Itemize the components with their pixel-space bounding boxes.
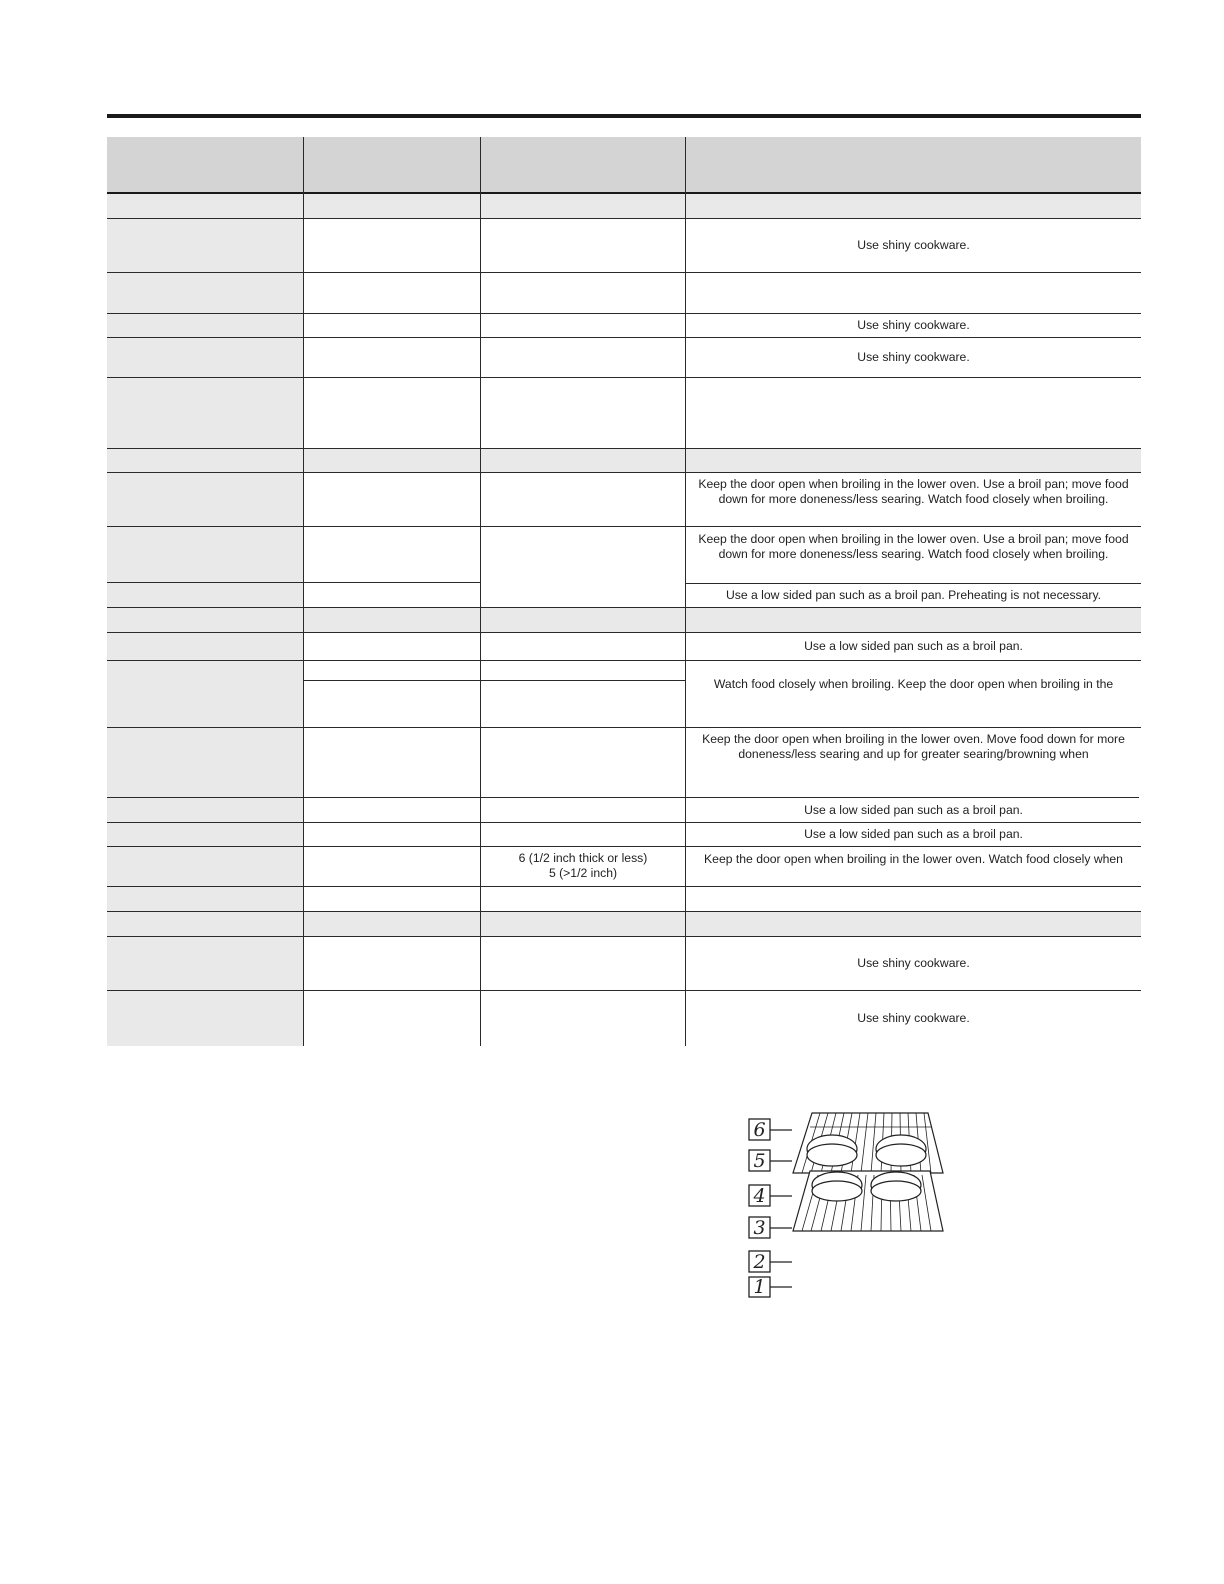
row-rule xyxy=(303,680,685,681)
rack-label-6: 6 xyxy=(753,1119,766,1141)
tip-cell: Keep the door open when broiling in the lower oven. Watch food closely when xyxy=(704,851,1123,866)
row-rule xyxy=(107,582,480,583)
row-rule xyxy=(107,727,1141,728)
table-header xyxy=(107,137,1141,193)
row-rule xyxy=(107,660,1141,661)
row-rule xyxy=(107,448,1141,449)
rack-label-5: 5 xyxy=(753,1150,766,1172)
oven-rack-diagram xyxy=(740,1105,955,1305)
column-rule xyxy=(480,137,481,1046)
column-rule xyxy=(303,137,304,1046)
tip-cell: Use a low sided pan such as a broil pan. xyxy=(804,639,1023,653)
row-rule xyxy=(107,911,1141,912)
food-column xyxy=(107,632,303,911)
row-rule xyxy=(107,846,1141,847)
rack-label-2: 2 xyxy=(753,1251,766,1273)
tip-cell xyxy=(686,273,1141,313)
rack-label-4: 4 xyxy=(753,1185,766,1207)
row-rule xyxy=(107,607,1141,608)
tip-cell: Use shiny cookware. xyxy=(857,238,970,252)
tip-cell: Keep the door open when broiling in the lower oven. Use a broil pan; move food down for more doneness/less searing. Watch food closely when broiling. xyxy=(698,532,1129,561)
tip-cell: Keep the door open when broiling in the lower oven. Use a broil pan; move food down for more doneness/less searing. Watch food closely when broiling. xyxy=(698,477,1129,506)
section-band-4 xyxy=(107,911,1141,936)
tip-cell: Use shiny cookware. xyxy=(857,1011,970,1025)
tip-cell: Use a low sided pan such as a broil pan. xyxy=(804,827,1023,841)
tip-cell: Use shiny cookware. xyxy=(857,350,970,364)
food-column xyxy=(107,218,303,448)
section-band-3 xyxy=(107,607,1141,632)
rack-position-cell: 6 (1/2 inch thick or less) xyxy=(518,851,648,865)
upper-rack-icon xyxy=(793,1113,943,1173)
tip-cell xyxy=(686,887,1141,911)
cooking-guide-table xyxy=(107,0,1141,1584)
tip-cell: Use shiny cookware. xyxy=(857,318,970,332)
rack-label-1: 1 xyxy=(753,1276,766,1298)
section-band-1 xyxy=(107,194,1141,218)
food-column xyxy=(107,472,303,607)
food-column xyxy=(107,936,303,1046)
tip-cell: Use a low sided pan such as a broil pan. Preheating is not necessary. xyxy=(725,588,1102,602)
tip-cell: Use a low sided pan such as a broil pan. xyxy=(804,802,1023,817)
lower-rack-icon xyxy=(793,1171,943,1231)
tip-cell xyxy=(686,378,1141,448)
row-rule xyxy=(107,472,1141,473)
rack-label-3: 3 xyxy=(753,1217,766,1239)
rack-position-cell: 5 (>1/2 inch) xyxy=(548,866,618,880)
tip-cell: Keep the door open when broiling in the lower oven. Move food down for more doneness/less searing and up for greater searing/browning when xyxy=(702,732,1125,761)
row-rule xyxy=(107,526,1141,527)
tip-cell: Watch food closely when broiling. Keep the door open when broiling in the xyxy=(713,676,1114,691)
tip-cell: Use shiny cookware. xyxy=(857,956,970,970)
section-band-2 xyxy=(107,448,1141,472)
